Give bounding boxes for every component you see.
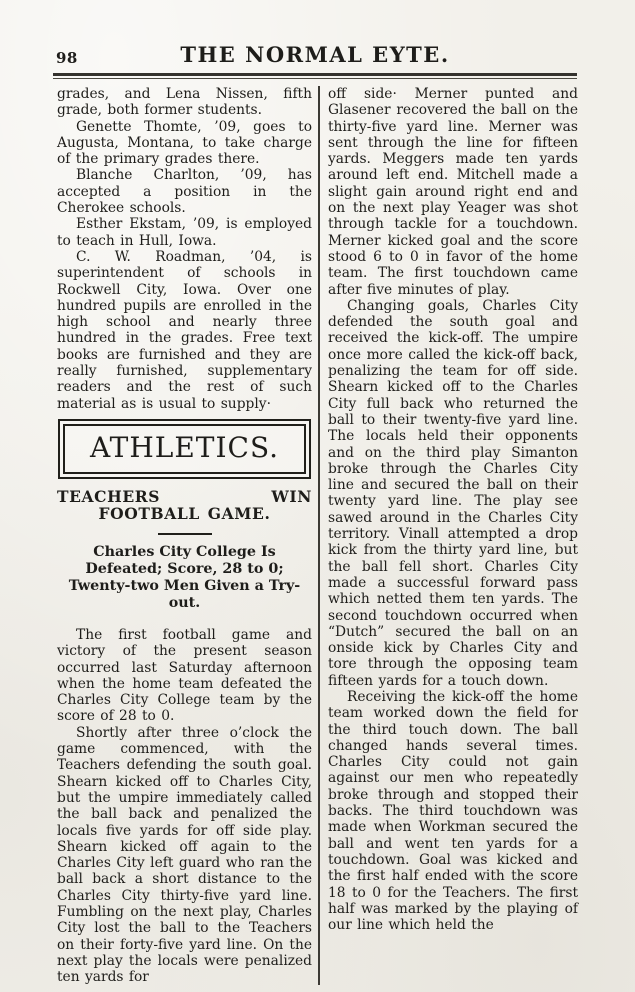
two-column-layout	[57, 86, 578, 985]
page-number: 98	[56, 49, 78, 67]
paragraph: Blanche Charlton, ’09, has accepted a position in the Cherokee schools.	[57, 167, 312, 217]
column-divider-rule	[318, 86, 320, 985]
left-column	[57, 86, 312, 985]
page-title: THE NORMAL EYTE.	[180, 42, 450, 67]
article-subheadline: Charles City College Is Defeated; Score, 28 to 0; Twenty-two Men Given a Try-out.	[68, 543, 301, 611]
paragraph: Shortly after three o’clock the game commenced, with the Teachers defending the south goal. Shearn kicked off to Charles City, but the umpire immediately called the ball back and penalized the locals five yards for off side play. Shearn kicked off again to the Charles City left guard who ran the ball back a short distance to the Charles City thirty-five yard line. Fumbling on the next play, Charles City lost the ball to the Teachers on their forty-five yard line. On the next play the locals were penalized ten yards for	[57, 724, 312, 986]
paragraph: Changing goals, Charles City defended the south goal and received the kick-off. The umpire once more called the kick-off back, penalizing the team for off side. Shearn kicked off to the Charles City full back who returned the ball to their twenty-five yard line. The locals held their opponents and on the third play Simanton broke through the Charles City line and secured the ball on their twenty yard line. The play see sawed around in the Charles City territory. Vinall attempted a drop kick from the thirty yard line, but the ball fell short. Charles City made a successful forward pass which netted them ten yards. The second touchdown occurred when “Dutch” secured the ball on an onside kick by Charles City and tore through the opposing team fifteen yards for a touch down.	[328, 297, 578, 689]
news-notes-section	[57, 86, 312, 412]
paragraph: Esther Ekstam, ’09, is employed to teach in Hull, Iowa.	[57, 216, 312, 249]
header-double-rule	[53, 73, 577, 79]
athletics-section-box	[58, 419, 311, 479]
masthead	[53, 42, 577, 70]
article-body-right	[328, 86, 578, 933]
article-headline: TEACHERS WIN FOOTBALL GAME.	[57, 486, 312, 524]
paragraph: Receiving the kick-off the home team worked down the field for the third touch down. The ball changed hands several times. Charles City could not gain against our men who repeatedly broke through and stopped their backs. The third touchdown was made when Workman secured the ball and went ten yards for a touchdown. Goal was kicked and the first half ended with the score 18 to 0 for the Teachers. The first half was marked by the playing of our line which held the	[328, 688, 578, 934]
paragraph: Genette Thomte, ’09, goes to Augusta, Montana, to take charge of the primary grades there.	[57, 118, 312, 168]
paragraph: grades, and Lena Nissen, fifth grade, both former students.	[57, 86, 312, 119]
article-body-left	[57, 627, 312, 986]
paragraph: The first football game and victory of the present season occurred last Saturday afternoon when the home team defeated the Charles City College team by the score of 28 to 0.	[57, 626, 312, 725]
athletics-section-title: ATHLETICS.	[63, 424, 306, 474]
headline-rule	[158, 533, 212, 535]
right-column	[328, 86, 578, 985]
paragraph: off side· Merner punted and Glasener recovered the ball on the thirty-five yard line. Merner was sent through the line for fifteen yards. Meggers made ten yards around left end. Mitchell made a slight gain around right end and on the next play Yeager was shot through tackle for a touchdown. Merner kicked goal and the score stood 6 to 0 in favor of the home team. The first touchdown came after five minutes of play.	[328, 86, 578, 298]
paragraph: C. W. Roadman, ’04, is superintendent of schools in Rockwell City, Iowa. Over one hundred pupils are enrolled in the high school and nearly three hundred in the grades. Free text books are furnished and they are really furnished, supplementary readers and the rest of such material as is usual to supply·	[57, 248, 312, 412]
